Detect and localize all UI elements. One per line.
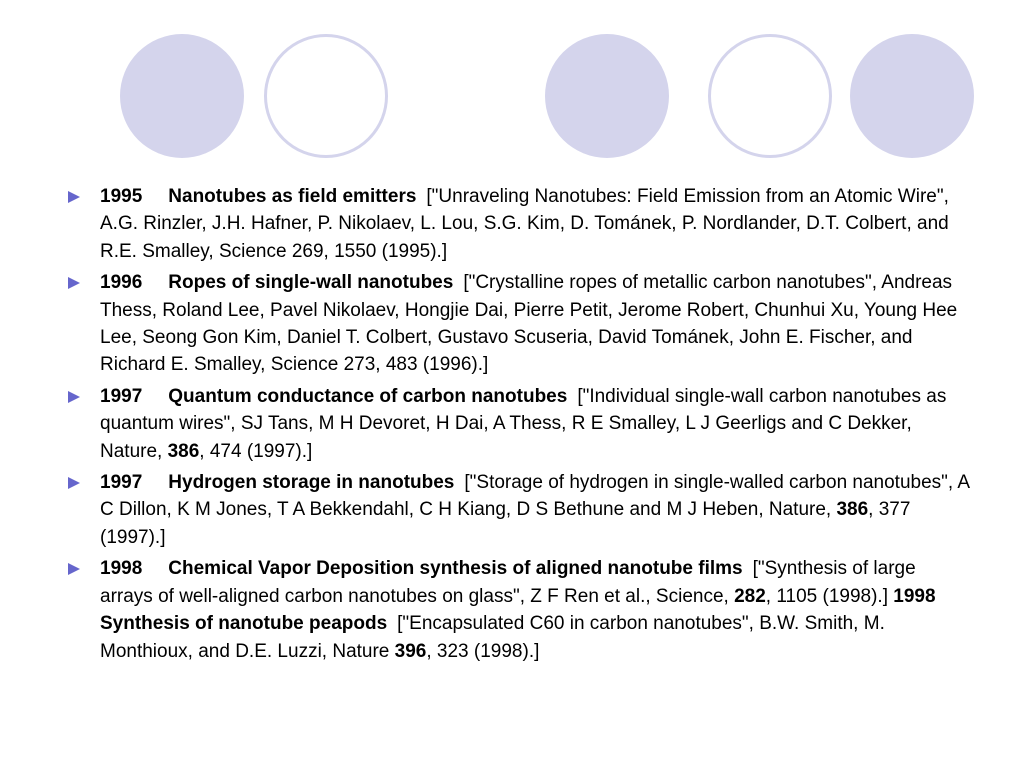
decor-circle-filled (545, 34, 669, 158)
item-volume: 386 (167, 440, 200, 462)
item-reference-end: , 474 (1997).] (199, 440, 313, 462)
item-year: 1998 (100, 558, 143, 580)
item-year: 1996 (100, 272, 143, 294)
list-item (62, 183, 972, 265)
triangle-bullet-icon (68, 391, 80, 403)
triangle-bullet-icon (68, 277, 80, 289)
item-year: 1997 (100, 385, 143, 407)
item-year: 1997 (100, 472, 143, 494)
item-topic-second: Synthesis of nanotube peapods (100, 613, 388, 635)
item-reference: ["Synthesis of large arrays of well-aligned carbon nanotubes on glass", Z F Ren et al., Science, (100, 558, 916, 607)
decor-circle-filled (120, 34, 244, 158)
item-reference-second-end: , 323 (1998).] (426, 640, 540, 662)
list-item (62, 469, 972, 551)
list-item (62, 555, 972, 665)
decor-circle-filled (850, 34, 974, 158)
item-reference: ["Storage of hydrogen in single-walled carbon nanotubes", A C Dillon, K M Jones, T A Bekkendahl, C H Kiang, D S Bethune and M J Heben, Nature, (100, 472, 970, 521)
item-reference: ["Unraveling Nanotubes: Field Emission from an Atomic Wire", A.G. Rinzler, J.H. Hafner, P. Nikolaev, L. Lou, S.G. Kim, D. Tománek, P. Nordlander, D.T. Colbert, and R.E. Smalley, Science 269, 1550 (1995).] (100, 186, 949, 262)
decor-circle-outline (708, 34, 832, 158)
item-volume: 282 (734, 585, 766, 607)
list-item (62, 383, 972, 465)
item-reference-second: ["Encapsulated C60 in carbon nanotubes", B.W. Smith, M. Monthioux, and D.E. Luzzi, Nature (100, 613, 885, 662)
decor-circle-outline (264, 34, 388, 158)
item-reference-end: , 1105 (1998).] (765, 585, 888, 607)
item-year: 1995 (100, 186, 143, 207)
item-topic: Nanotubes as field emitters (168, 186, 417, 207)
triangle-bullet-icon (68, 477, 80, 489)
item-topic: Hydrogen storage in nanotubes (168, 472, 455, 494)
item-topic: Chemical Vapor Deposition synthesis of aligned nanotube films (168, 558, 743, 580)
item-topic: Quantum conductance of carbon nanotubes (168, 385, 568, 407)
item-reference-end: , 377 (1997).] (100, 499, 911, 548)
item-reference: ["Crystalline ropes of metallic carbon nanotubes", Andreas Thess, Roland Lee, Pavel Nikolaev, Hongjie Dai, Pierre Petit, Jerome Robert, Chunhui Xu, Young Hee Lee, Seong Gon Kim, Daniel T. Colbert, Gustavo Scuseria, David Tománek, John E. Fischer, and Richard E. Smalley, Science 273, 483 (1996).] (100, 272, 958, 376)
list-item (62, 269, 972, 379)
item-volume: 386 (836, 499, 869, 521)
triangle-bullet-icon (68, 563, 80, 575)
item-volume-second: 396 (394, 640, 427, 662)
item-reference: ["Individual single-wall carbon nanotubes as quantum wires", SJ Tans, M H Devoret, H Dai, A Thess, R E Smalley, L J Geerligs and C Dekker, Nature, (100, 385, 947, 462)
milestones-list (62, 183, 972, 669)
triangle-bullet-icon (68, 191, 80, 203)
item-year-second: 1998 (893, 585, 936, 607)
item-topic: Ropes of single-wall nanotubes (168, 272, 454, 294)
